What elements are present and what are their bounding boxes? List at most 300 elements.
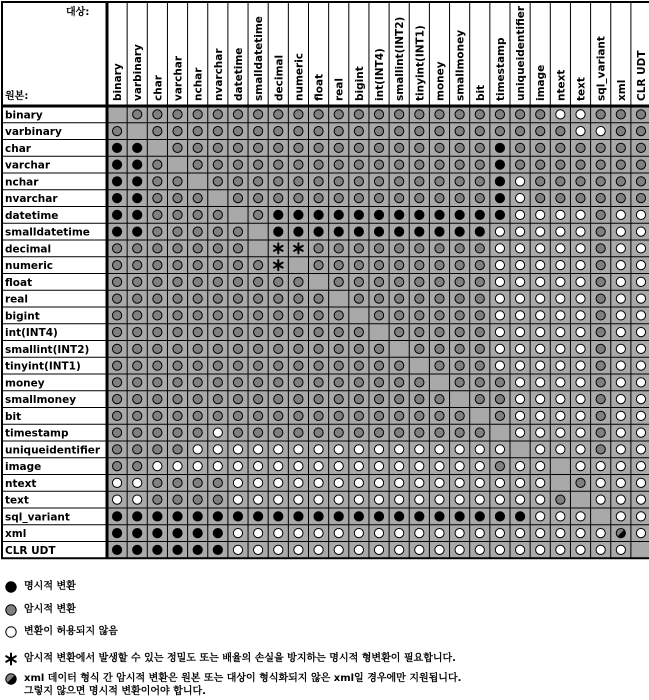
- row-label-sql-variant: sql_variant: [5, 511, 70, 524]
- cell-implicit-18-24: [596, 411, 605, 420]
- cell-implicit-14-18: [475, 344, 484, 353]
- cell-implicit-11-13: [374, 294, 383, 303]
- cell-implicit-17-1: [133, 395, 142, 404]
- cell-implicit-15-5: [213, 361, 222, 370]
- cell-implicit-9-0: [112, 261, 121, 270]
- cell-implicit-19-4: [193, 428, 202, 437]
- cell-explicit-7-10: [314, 227, 323, 236]
- cell-implicit-14-11: [334, 344, 343, 353]
- cell-not-allowed-12-21: [536, 311, 545, 320]
- cell-not-allowed-21-21: [536, 462, 545, 471]
- cell-implicit-0-20: [515, 110, 524, 119]
- cell-implicit-14-4: [193, 344, 202, 353]
- cell-implicit-18-9: [294, 411, 303, 420]
- cell-implicit-11-6: [233, 294, 242, 303]
- cell-implicit-14-7: [254, 344, 263, 353]
- cell-implicit-12-5: [213, 311, 222, 320]
- cell-implicit-1-20: [515, 127, 524, 136]
- cell-implicit-17-13: [374, 395, 383, 404]
- cell-implicit-1-21: [536, 127, 545, 136]
- cell-implicit-2-3: [173, 143, 182, 152]
- cell-implicit-13-17: [455, 328, 464, 337]
- cell-implicit-9-1: [133, 261, 142, 270]
- cell-not-allowed-20-14: [395, 445, 404, 454]
- cell-implicit-18-19: [495, 411, 504, 420]
- cell-not-allowed-21-25: [616, 462, 625, 471]
- cell-implicit-3-2: [153, 160, 162, 169]
- cell-implicit-8-0: [112, 244, 121, 253]
- cell-not-allowed-9-19: [495, 261, 504, 270]
- cell-implicit-16-4: [193, 378, 202, 387]
- cell-implicit-0-19: [495, 110, 504, 119]
- cell-implicit-11-12: [354, 294, 363, 303]
- cell-implicit-3-23: [576, 160, 585, 169]
- cell-not-allowed-25-19: [495, 529, 504, 538]
- cell-implicit-3-11: [334, 160, 343, 169]
- cell-implicit-1-17: [455, 127, 464, 136]
- cell-implicit-7-3: [173, 227, 182, 236]
- cell-implicit-1-8: [274, 127, 283, 136]
- cell-implicit-10-13: [374, 277, 383, 286]
- cell-implicit-14-10: [314, 344, 323, 353]
- cell-implicit-19-17: [455, 428, 464, 437]
- legend-not-allowed: [4, 625, 118, 639]
- cell-not-allowed-19-21: [536, 428, 545, 437]
- cell-implicit-6-2: [153, 210, 162, 219]
- cell-implicit-2-6: [233, 143, 242, 152]
- cell-implicit-13-18: [475, 328, 484, 337]
- cell-implicit-22-4: [193, 478, 202, 487]
- cell-not-allowed-23-6: [233, 495, 242, 504]
- cell-not-allowed-10-23: [576, 277, 585, 286]
- cell-not-allowed-21-13: [374, 462, 383, 471]
- target-axis-label: 대상:: [66, 7, 90, 18]
- row-label-varbinary: varbinary: [5, 126, 62, 139]
- cell-implicit-22-23: [576, 478, 585, 487]
- cell-implicit-0-10: [314, 110, 323, 119]
- cell-implicit-4-6: [233, 177, 242, 186]
- cell-not-allowed-8-23: [576, 244, 585, 253]
- cell-implicit-1-5: [213, 127, 222, 136]
- row-label-timestamp: timestamp: [5, 427, 69, 440]
- legend-explicit: [4, 580, 76, 594]
- cell-not-allowed-22-17: [455, 478, 464, 487]
- cell-explicit-26-2: [153, 545, 162, 554]
- cell-explicit-6-11: [334, 210, 343, 219]
- cell-not-allowed-22-8: [274, 478, 283, 487]
- cell-implicit-4-13: [374, 177, 383, 186]
- cell-implicit-8-24: [596, 244, 605, 253]
- cell-implicit-3-7: [254, 160, 263, 169]
- cell-not-allowed-16-25: [616, 378, 625, 387]
- cell-implicit-15-11: [334, 361, 343, 370]
- cell-implicit-19-10: [314, 428, 323, 437]
- column-label-sql-variant: sql_variant: [595, 36, 608, 101]
- cell-implicit-2-10: [314, 143, 323, 152]
- cell-implicit-5-12: [354, 194, 363, 203]
- cell-explicit-6-15: [415, 210, 424, 219]
- cell-implicit-18-14: [395, 411, 404, 420]
- cell-not-allowed-13-21: [536, 328, 545, 337]
- cell-implicit-19-18: [475, 428, 484, 437]
- cell-not-allowed-26-10: [314, 545, 323, 554]
- cell-explicit-7-9: [294, 227, 303, 236]
- cell-implicit-17-6: [233, 395, 242, 404]
- cell-not-allowed-22-13: [374, 478, 383, 487]
- cell-not-allowed-20-22: [556, 445, 565, 454]
- cell-implicit-14-2: [153, 344, 162, 353]
- cell-implicit-2-18: [475, 143, 484, 152]
- cell-not-allowed-26-12: [354, 545, 363, 554]
- cell-not-allowed-13-26: [636, 328, 645, 337]
- asterisk-icon: [4, 652, 18, 666]
- cell-not-allowed-6-23: [576, 210, 585, 219]
- cell-not-allowed-15-25: [616, 361, 625, 370]
- cell-implicit-1-7: [254, 127, 263, 136]
- cell-not-allowed-13-23: [576, 328, 585, 337]
- cell-implicit-1-4: [193, 127, 202, 136]
- cell-not-allowed-10-22: [556, 277, 565, 286]
- cell-implicit-17-9: [294, 395, 303, 404]
- cell-implicit-7-5: [213, 227, 222, 236]
- cell-implicit-16-12: [354, 378, 363, 387]
- cell-not-allowed-23-13: [374, 495, 383, 504]
- cell-implicit-16-10: [314, 378, 323, 387]
- cell-implicit-3-20: [515, 160, 524, 169]
- cell-implicit-15-10: [314, 361, 323, 370]
- cell-implicit-17-7: [254, 395, 263, 404]
- cell-not-allowed-25-9: [294, 529, 303, 538]
- cell-not-allowed-22-11: [334, 478, 343, 487]
- cell-not-allowed-25-11: [334, 529, 343, 538]
- column-label-ntext: ntext: [555, 69, 568, 101]
- cell-explicit-24-3: [173, 512, 182, 521]
- legend-xml-special: [4, 672, 461, 698]
- cell-implicit-16-3: [173, 378, 182, 387]
- column-label-char: char: [152, 75, 165, 101]
- cell-implicit-1-3: [173, 127, 182, 136]
- cell-implicit-3-21: [536, 160, 545, 169]
- cell-not-allowed-21-15: [415, 462, 424, 471]
- cell-explicit-6-16: [435, 210, 444, 219]
- cell-implicit-3-24: [596, 160, 605, 169]
- cell-implicit-3-4: [193, 160, 202, 169]
- cell-implicit-23-3: [173, 495, 182, 504]
- cell-explicit-6-8: [274, 210, 283, 219]
- row-label-smallint-int2: smallint(INT2): [5, 343, 90, 356]
- cell-not-allowed-20-16: [435, 445, 444, 454]
- cell-implicit-4-7: [254, 177, 263, 186]
- cell-not-allowed-8-26: [636, 244, 645, 253]
- cell-not-allowed-15-22: [556, 361, 565, 370]
- cell-implicit-9-24: [596, 261, 605, 270]
- cell-implicit-12-0: [112, 311, 121, 320]
- cell-explicit-6-18: [475, 210, 484, 219]
- cell-implicit-18-11: [334, 411, 343, 420]
- cell-not-allowed-11-25: [616, 294, 625, 303]
- cell-implicit-17-11: [334, 395, 343, 404]
- cell-implicit-1-11: [334, 127, 343, 136]
- cell-implicit-19-16: [435, 428, 444, 437]
- cell-not-allowed-26-15: [415, 545, 424, 554]
- cell-not-allowed-20-17: [455, 445, 464, 454]
- cell-implicit-11-3: [173, 294, 182, 303]
- cell-not-allowed-14-19: [495, 344, 504, 353]
- cell-not-allowed-21-24: [596, 462, 605, 471]
- cell-implicit-1-25: [616, 127, 625, 136]
- cell-not-allowed-12-26: [636, 311, 645, 320]
- cell-implicit-4-17: [455, 177, 464, 186]
- cell-not-allowed-21-16: [435, 462, 444, 471]
- cell-implicit-14-3: [173, 344, 182, 353]
- cell-not-allowed-23-0: [112, 495, 121, 504]
- cell-implicit-4-5: [213, 177, 222, 186]
- cell-implicit-16-15: [415, 378, 424, 387]
- cell-implicit-21-0: [112, 462, 121, 471]
- cell-not-allowed-12-19: [495, 311, 504, 320]
- cell-not-allowed-21-9: [294, 462, 303, 471]
- cell-implicit-5-16: [435, 194, 444, 203]
- cell-implicit-2-7: [254, 143, 263, 152]
- row-label-money: money: [5, 377, 45, 390]
- cell-not-allowed-23-8: [274, 495, 283, 504]
- row-label-text: text: [5, 494, 29, 507]
- cell-implicit-12-8: [274, 311, 283, 320]
- legend-implicit-text: 암시적 변환: [24, 604, 76, 615]
- row-label-ntext: ntext: [5, 477, 37, 490]
- cell-implicit-2-8: [274, 143, 283, 152]
- cell-implicit-4-3: [173, 177, 182, 186]
- cell-implicit-9-3: [173, 261, 182, 270]
- empty-circle-icon: [4, 625, 18, 639]
- column-label-nvarchar: nvarchar: [212, 48, 225, 101]
- cell-implicit-6-24: [596, 210, 605, 219]
- cell-not-allowed-23-15: [415, 495, 424, 504]
- cell-not-allowed-21-7: [254, 462, 263, 471]
- cell-not-allowed-14-25: [616, 344, 625, 353]
- cell-implicit-2-4: [193, 143, 202, 152]
- cell-implicit-13-0: [112, 328, 121, 337]
- cell-implicit-19-7: [254, 428, 263, 437]
- cell-not-allowed-23-25: [616, 495, 625, 504]
- cell-implicit-11-18: [475, 294, 484, 303]
- cell-implicit-1-19: [495, 127, 504, 136]
- cell-explicit-24-20: [515, 512, 524, 521]
- cell-implicit-2-9: [294, 143, 303, 152]
- cell-implicit-4-15: [415, 177, 424, 186]
- cell-implicit-18-2: [153, 411, 162, 420]
- cell-explicit-7-16: [435, 227, 444, 236]
- cell-not-allowed-7-25: [616, 227, 625, 236]
- cell-implicit-3-14: [395, 160, 404, 169]
- cell-not-allowed-11-23: [576, 294, 585, 303]
- filled-black-circle-icon: [4, 580, 18, 594]
- cell-implicit-18-8: [274, 411, 283, 420]
- cell-not-allowed-26-18: [475, 545, 484, 554]
- cell-explicit-25-4: [193, 529, 202, 538]
- cell-not-allowed-25-16: [435, 529, 444, 538]
- cell-implicit-0-12: [354, 110, 363, 119]
- cell-not-allowed-15-20: [515, 361, 524, 370]
- cell-implicit-13-6: [233, 328, 242, 337]
- cell-implicit-5-22: [556, 194, 565, 203]
- cell-implicit-9-14: [395, 261, 404, 270]
- cell-implicit-18-10: [314, 411, 323, 420]
- cell-implicit-5-17: [455, 194, 464, 203]
- cell-implicit-9-13: [374, 261, 383, 270]
- cell-not-allowed-24-21: [536, 512, 545, 521]
- legend-xml-text: [24, 672, 461, 698]
- cell-not-allowed-22-25: [616, 478, 625, 487]
- cell-implicit-12-7: [254, 311, 263, 320]
- cell-not-allowed-7-19: [495, 227, 504, 236]
- column-label-smallmoney: smallmoney: [454, 29, 467, 101]
- cell-implicit-15-6: [233, 361, 242, 370]
- row-label-varchar: varchar: [5, 159, 51, 172]
- cell-not-allowed-6-20: [515, 210, 524, 219]
- cell-explicit-24-19: [495, 512, 504, 521]
- cell-implicit-1-14: [395, 127, 404, 136]
- cell-not-allowed-15-23: [576, 361, 585, 370]
- cell-not-allowed-11-19: [495, 294, 504, 303]
- cell-implicit-19-1: [133, 428, 142, 437]
- cell-not-allowed-21-3: [173, 462, 182, 471]
- cell-implicit-4-25: [616, 177, 625, 186]
- cell-implicit-14-8: [274, 344, 283, 353]
- cell-implicit-17-16: [435, 395, 444, 404]
- cell-not-allowed-8-19: [495, 244, 504, 253]
- cell-implicit-4-18: [475, 177, 484, 186]
- cell-explicit-7-8: [274, 227, 283, 236]
- cell-implicit-0-25: [616, 110, 625, 119]
- cell-implicit-4-11: [334, 177, 343, 186]
- cell-not-allowed-20-25: [616, 445, 625, 454]
- cell-implicit-15-9: [294, 361, 303, 370]
- cell-implicit-9-2: [153, 261, 162, 270]
- cell-explicit-26-4: [193, 545, 202, 554]
- column-label-money: money: [434, 61, 447, 101]
- cell-implicit-15-13: [374, 361, 383, 370]
- cell-implicit-18-6: [233, 411, 242, 420]
- cell-implicit-23-4: [193, 495, 202, 504]
- cell-not-allowed-21-2: [153, 462, 162, 471]
- cell-implicit-6-4: [193, 210, 202, 219]
- cell-not-allowed-6-26: [636, 210, 645, 219]
- cell-not-allowed-26-25: [616, 545, 625, 554]
- cell-implicit-0-24: [596, 110, 605, 119]
- cell-implicit-10-11: [334, 277, 343, 286]
- cell-not-allowed-12-22: [556, 311, 565, 320]
- cell-not-allowed-25-10: [314, 529, 323, 538]
- cell-implicit-16-13: [374, 378, 383, 387]
- cell-implicit-23-2: [153, 495, 162, 504]
- cell-implicit-8-4: [193, 244, 202, 253]
- cell-explicit-7-0: [112, 227, 121, 236]
- cell-implicit-8-6: [233, 244, 242, 253]
- cell-explicit-25-1: [133, 529, 142, 538]
- cell-implicit-3-13: [374, 160, 383, 169]
- cell-not-allowed-20-5: [213, 445, 222, 454]
- cell-not-allowed-18-22: [556, 411, 565, 420]
- cell-explicit-24-2: [153, 512, 162, 521]
- cell-implicit-10-17: [455, 277, 464, 286]
- cell-implicit-4-22: [556, 177, 565, 186]
- cell-explicit-24-12: [354, 512, 363, 521]
- cell-not-allowed-1-24: [596, 127, 605, 136]
- cell-implicit-16-1: [133, 378, 142, 387]
- cell-implicit-11-10: [314, 294, 323, 303]
- cell-explicit-24-5: [213, 512, 222, 521]
- cell-not-allowed-20-10: [314, 445, 323, 454]
- cell-explicit-4-1: [133, 177, 142, 186]
- cell-not-allowed-24-26: [636, 512, 645, 521]
- cell-not-allowed-11-20: [515, 294, 524, 303]
- row-label-uniqueidentifier: uniqueidentifier: [5, 444, 101, 457]
- cell-not-allowed-15-19: [495, 361, 504, 370]
- cell-implicit-19-9: [294, 428, 303, 437]
- cell-implicit-17-8: [274, 395, 283, 404]
- cell-not-allowed-10-19: [495, 277, 504, 286]
- cell-not-allowed-23-11: [334, 495, 343, 504]
- cell-not-allowed-6-21: [536, 210, 545, 219]
- column-label-real: real: [333, 78, 346, 101]
- cell-implicit-16-19: [495, 378, 504, 387]
- cell-implicit-0-9: [294, 110, 303, 119]
- cell-explicit-6-0: [112, 210, 121, 219]
- cell-not-allowed-21-4: [193, 462, 202, 471]
- row-label-nvarchar: nvarchar: [5, 193, 58, 206]
- cell-explicit-7-18: [475, 227, 484, 236]
- row-label-real: real: [5, 293, 28, 306]
- row-label-image: image: [5, 461, 42, 474]
- cell-implicit-17-14: [395, 395, 404, 404]
- cell-implicit-9-17: [455, 261, 464, 270]
- cell-explicit-5-1: [133, 194, 142, 203]
- cell-implicit-12-18: [475, 311, 484, 320]
- column-label-varbinary: varbinary: [132, 44, 145, 101]
- cell-implicit-19-2: [153, 428, 162, 437]
- cell-not-allowed-23-20: [515, 495, 524, 504]
- cell-not-allowed-22-18: [475, 478, 484, 487]
- cell-not-allowed-10-20: [515, 277, 524, 286]
- cell-not-allowed-17-22: [556, 395, 565, 404]
- cell-implicit-0-21: [536, 110, 545, 119]
- cell-not-allowed-23-1: [133, 495, 142, 504]
- cell-implicit-13-11: [334, 328, 343, 337]
- cell-implicit-15-12: [354, 361, 363, 370]
- cell-not-allowed-17-20: [515, 395, 524, 404]
- cell-not-allowed-8-22: [556, 244, 565, 253]
- cell-not-allowed-14-23: [576, 344, 585, 353]
- cell-implicit-12-3: [173, 311, 182, 320]
- cell-implicit-2-11: [334, 143, 343, 152]
- cell-not-allowed-20-4: [193, 445, 202, 454]
- cell-not-allowed-26-6: [233, 545, 242, 554]
- cell-implicit-11-14: [395, 294, 404, 303]
- cell-explicit-5-19: [495, 194, 504, 203]
- cell-not-allowed-10-26: [636, 277, 645, 286]
- cell-implicit-20-1: [133, 445, 142, 454]
- cell-implicit-9-18: [475, 261, 484, 270]
- cell-implicit-13-24: [596, 328, 605, 337]
- cell-not-allowed-24-22: [556, 512, 565, 521]
- cell-implicit-0-3: [173, 110, 182, 119]
- filled-gray-circle-icon: [4, 603, 18, 617]
- cell-implicit-16-7: [254, 378, 263, 387]
- column-label-tinyint-int1: tinyint(INT1): [414, 25, 427, 101]
- cell-implicit-2-14: [395, 143, 404, 152]
- cell-implicit-15-1: [133, 361, 142, 370]
